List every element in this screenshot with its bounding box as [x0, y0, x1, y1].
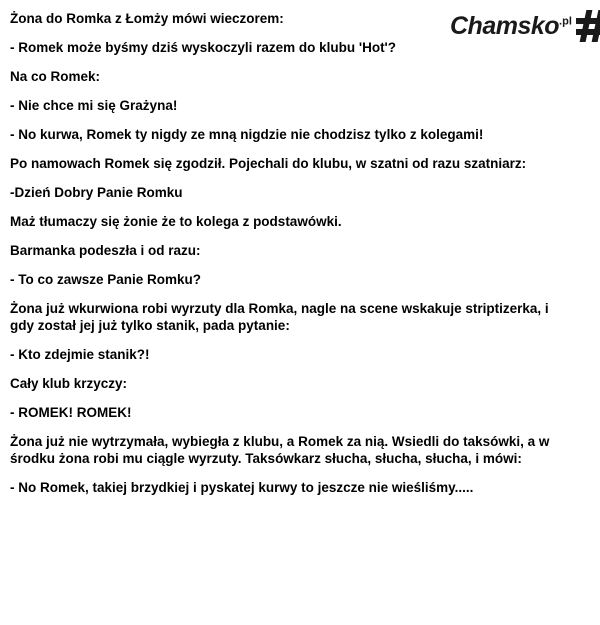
- story-line: - Romek może byśmy dziś wyskoczyli razem do klubu 'Hot'?: [10, 40, 397, 55]
- story-line: Barmanka podeszła i od razu:: [10, 243, 201, 258]
- story-line: Żona już wkurwiona robi wyrzuty dla Romka, nagle na scene wskakuje striptizerka, i gdy został jej już tylko stanik, pada pytanie:: [10, 301, 549, 333]
- story-line: - Kto zdejmie stanik?!: [10, 347, 150, 362]
- story-line: -Dzień Dobry Panie Romku: [10, 185, 183, 200]
- story-line: Na co Romek:: [10, 69, 101, 84]
- logo-tld: .pl: [559, 15, 572, 28]
- story-line: Maż tłumaczy się żonie że to kolega z podstawówki.: [10, 214, 342, 229]
- story-line: Cały klub krzyczy:: [10, 376, 128, 391]
- story-line: Żona już nie wytrzymała, wybiegła z klubu, a Romek za nią. Wsiedli do taksówki, a w środku żona robi mu ciągle wyrzuty. Taksówkarz słucha, słucha, słucha, i mówi:: [10, 434, 550, 466]
- story-line: - Nie chce mi się Grażyna!: [10, 98, 178, 113]
- story-line: - No Romek, takiej brzydkiej i pyskatej kurwy to jeszcze nie wieśliśmy.....: [10, 480, 474, 495]
- story-line: - ROMEK! ROMEK!: [10, 405, 132, 420]
- story-line: - No kurwa, Romek ty nigdy ze mną nigdzie nie chodzisz tylko z kolegami!: [10, 127, 484, 142]
- story-line: Po namowach Romek się zgodził. Pojechali do klubu, w szatni od razu szatniarz:: [10, 156, 527, 171]
- story-line: - To co zawsze Panie Romku?: [10, 272, 202, 287]
- story-line: Żona do Romka z Łomży mówi wieczorem:: [10, 11, 284, 26]
- story-text: [10, 10, 590, 496]
- logo-name: Chamsko: [450, 11, 560, 40]
